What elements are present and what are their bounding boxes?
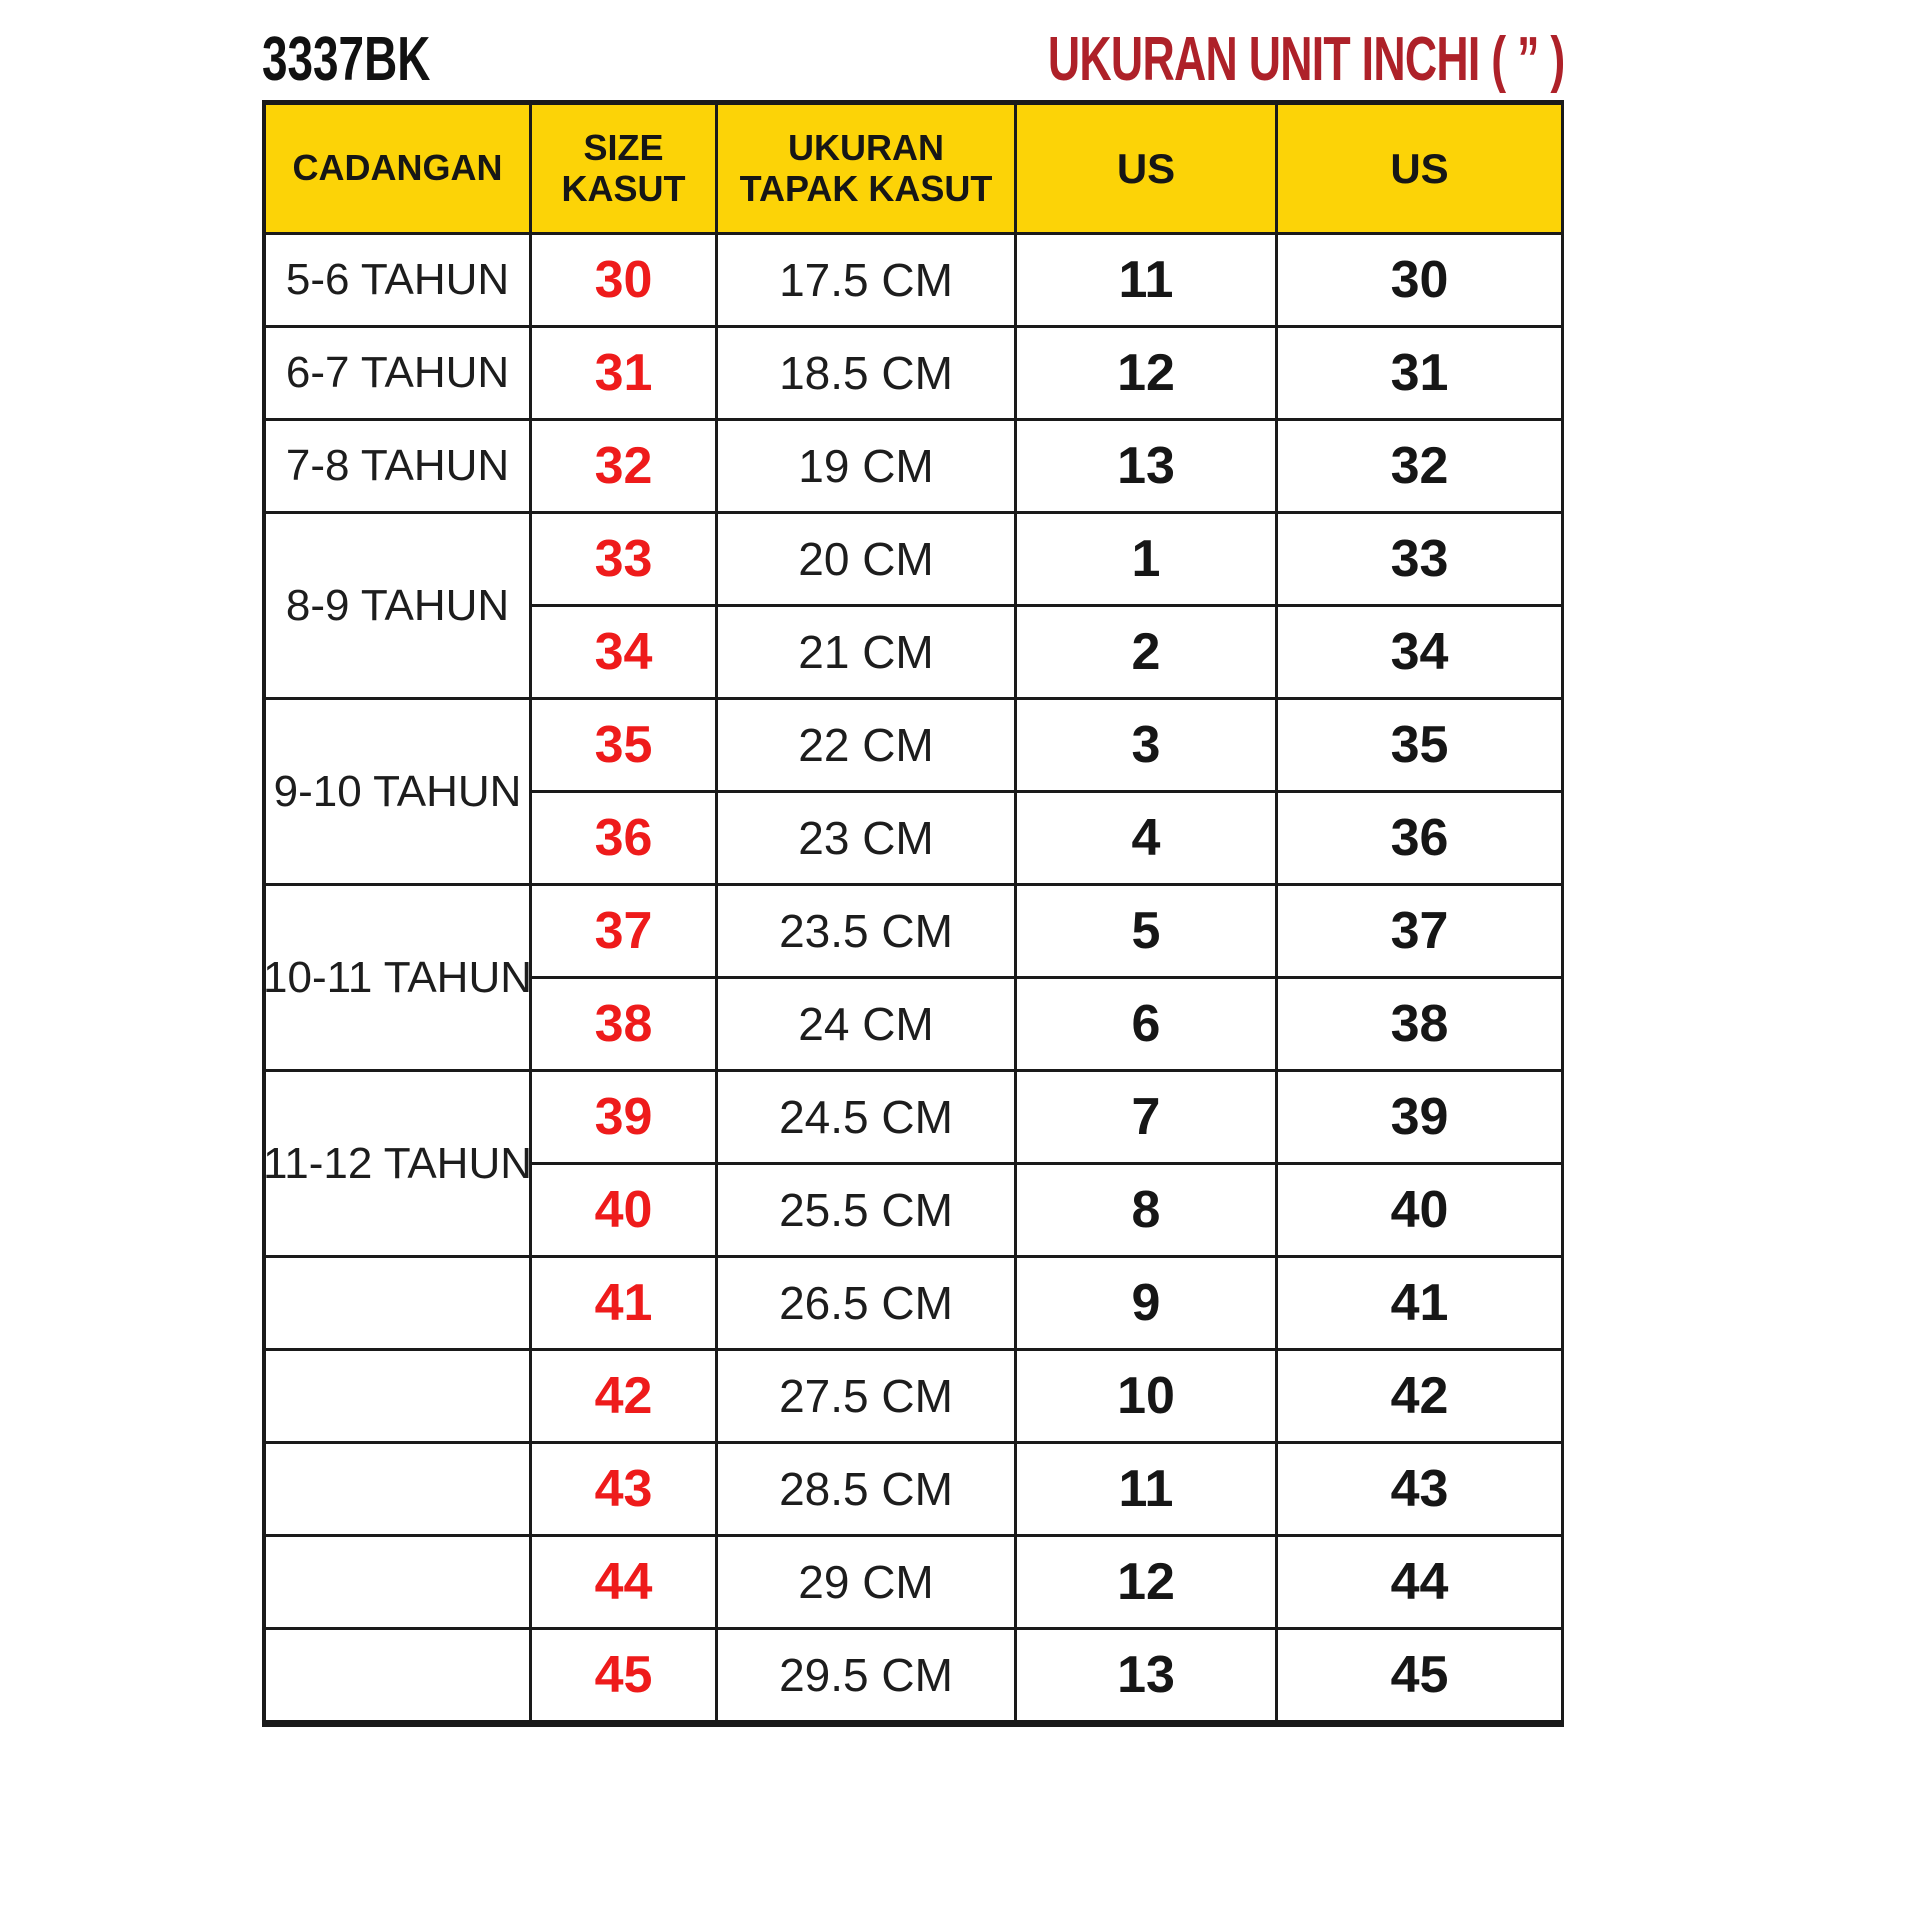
- us-cell: 7: [1017, 1072, 1278, 1165]
- eu-cell: 36: [1278, 793, 1564, 886]
- eu-cell: 44: [1278, 1537, 1564, 1630]
- size-cell: 42: [532, 1351, 718, 1444]
- eu-cell: 31: [1278, 328, 1564, 421]
- us-cell: 9: [1017, 1258, 1278, 1351]
- unit-note: UKURAN UNIT INCHI ( ” ): [1047, 24, 1564, 94]
- tapak-cell: 18.5 CM: [718, 328, 1017, 421]
- size-chart-table: [262, 100, 1564, 1727]
- us-cell: 12: [1017, 1537, 1278, 1630]
- size-cell: 44: [532, 1537, 718, 1630]
- tapak-cell: 22 CM: [718, 700, 1017, 793]
- cadangan-cell-empty: [266, 1630, 532, 1723]
- tapak-cell: 19 CM: [718, 421, 1017, 514]
- us-cell: 13: [1017, 1630, 1278, 1723]
- tapak-cell: 29.5 CM: [718, 1630, 1017, 1723]
- size-cell: 43: [532, 1444, 718, 1537]
- us-cell: 6: [1017, 979, 1278, 1072]
- tapak-cell: 26.5 CM: [718, 1258, 1017, 1351]
- tapak-cell: 24.5 CM: [718, 1072, 1017, 1165]
- size-cell: 37: [532, 886, 718, 979]
- eu-cell: 43: [1278, 1444, 1564, 1537]
- title-bar: [262, 22, 1564, 96]
- cadangan-cell-empty: [266, 1258, 532, 1351]
- col-header-size-kasut: SIZE KASUT: [532, 105, 718, 235]
- tapak-cell: 21 CM: [718, 607, 1017, 700]
- eu-cell: 32: [1278, 421, 1564, 514]
- eu-cell: 34: [1278, 607, 1564, 700]
- tapak-cell: 27.5 CM: [718, 1351, 1017, 1444]
- tapak-cell: 20 CM: [718, 514, 1017, 607]
- size-cell: 35: [532, 700, 718, 793]
- us-cell: 13: [1017, 421, 1278, 514]
- cadangan-cell-merged: 10-11 TAHUN: [266, 886, 532, 1072]
- tapak-cell: 17.5 CM: [718, 235, 1017, 328]
- cadangan-cell: 6-7 TAHUN: [266, 328, 532, 421]
- cadangan-cell-merged: 9-10 TAHUN: [266, 700, 532, 886]
- cadangan-cell-empty: [266, 1444, 532, 1537]
- size-cell: 38: [532, 979, 718, 1072]
- eu-cell: 37: [1278, 886, 1564, 979]
- col-header-cadangan: CADANGAN: [266, 105, 532, 235]
- col-header-us-2: US: [1278, 105, 1564, 235]
- cadangan-cell-empty: [266, 1537, 532, 1630]
- us-cell: 10: [1017, 1351, 1278, 1444]
- tapak-cell: 28.5 CM: [718, 1444, 1017, 1537]
- col-header-us: US: [1017, 105, 1278, 235]
- us-cell: 2: [1017, 607, 1278, 700]
- us-cell: 11: [1017, 1444, 1278, 1537]
- size-cell: 30: [532, 235, 718, 328]
- size-cell: 34: [532, 607, 718, 700]
- us-cell: 4: [1017, 793, 1278, 886]
- tapak-cell: 23.5 CM: [718, 886, 1017, 979]
- size-cell: 40: [532, 1165, 718, 1258]
- tapak-cell: 23 CM: [718, 793, 1017, 886]
- size-cell: 36: [532, 793, 718, 886]
- cadangan-cell: 7-8 TAHUN: [266, 421, 532, 514]
- eu-cell: 39: [1278, 1072, 1564, 1165]
- size-cell: 33: [532, 514, 718, 607]
- eu-cell: 45: [1278, 1630, 1564, 1723]
- product-code: 3337BK: [262, 24, 431, 94]
- eu-cell: 33: [1278, 514, 1564, 607]
- size-cell: 45: [532, 1630, 718, 1723]
- eu-cell: 41: [1278, 1258, 1564, 1351]
- eu-cell: 40: [1278, 1165, 1564, 1258]
- size-cell: 39: [532, 1072, 718, 1165]
- size-cell: 32: [532, 421, 718, 514]
- eu-cell: 30: [1278, 235, 1564, 328]
- eu-cell: 35: [1278, 700, 1564, 793]
- us-cell: 8: [1017, 1165, 1278, 1258]
- tapak-cell: 24 CM: [718, 979, 1017, 1072]
- us-cell: 3: [1017, 700, 1278, 793]
- col-header-ukuran-tapak-kasut: UKURAN TAPAK KASUT: [718, 105, 1017, 235]
- us-cell: 1: [1017, 514, 1278, 607]
- size-cell: 31: [532, 328, 718, 421]
- cadangan-cell-merged: 11-12 TAHUN: [266, 1072, 532, 1258]
- us-cell: 11: [1017, 235, 1278, 328]
- tapak-cell: 29 CM: [718, 1537, 1017, 1630]
- us-cell: 5: [1017, 886, 1278, 979]
- eu-cell: 38: [1278, 979, 1564, 1072]
- us-cell: 12: [1017, 328, 1278, 421]
- tapak-cell: 25.5 CM: [718, 1165, 1017, 1258]
- cadangan-cell-merged: 8-9 TAHUN: [266, 514, 532, 700]
- cadangan-cell-empty: [266, 1351, 532, 1444]
- cadangan-cell: 5-6 TAHUN: [266, 235, 532, 328]
- eu-cell: 42: [1278, 1351, 1564, 1444]
- size-cell: 41: [532, 1258, 718, 1351]
